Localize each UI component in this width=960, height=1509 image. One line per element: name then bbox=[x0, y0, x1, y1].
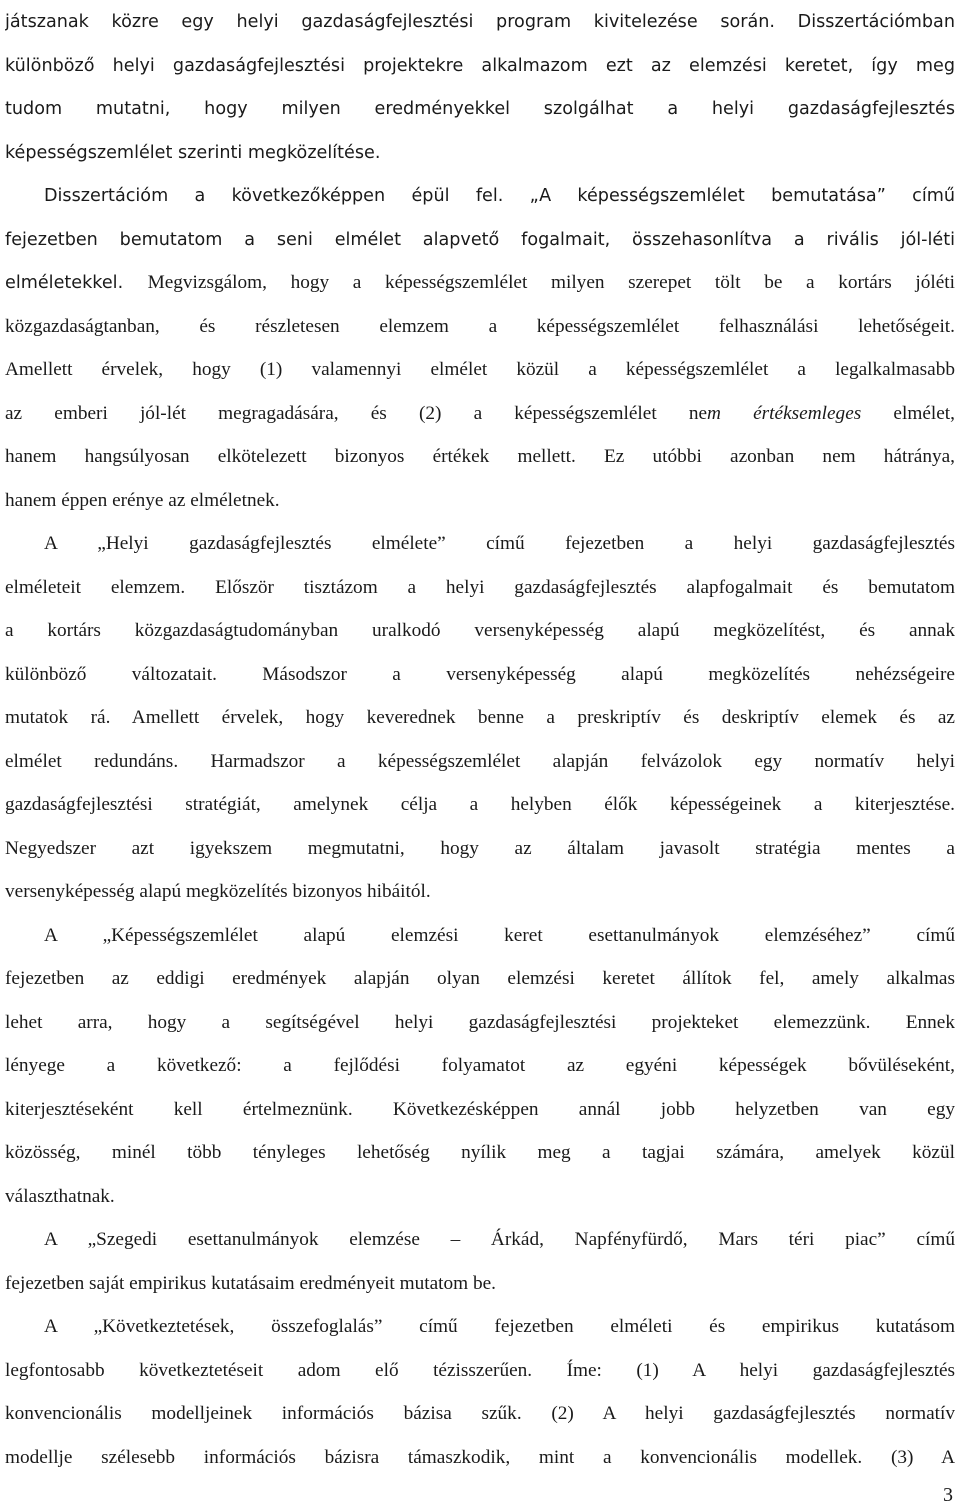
text-segment: közgazdaságtanban, és részletesen elemzem a képességszemlélet felhasználási lehetőségeit. bbox=[5, 315, 955, 337]
text-segment: gazdaságfejlesztési stratégiát, amelynek célja a helyben élők képességeinek a kiterjesztése. bbox=[5, 794, 955, 815]
text-line bbox=[5, 827, 955, 871]
text-segment: közösség, minél több tényleges lehetőség nyílik meg a tagjai számára, amelyek közül bbox=[5, 1142, 955, 1163]
text-line bbox=[5, 1349, 955, 1393]
text-line bbox=[5, 914, 955, 958]
text-segment: hanem éppen erénye az elméletnek. bbox=[5, 489, 280, 511]
text-line bbox=[5, 566, 955, 610]
text-segment: mutatok rá. Amellett érvelek, hogy keverednek benne a preskriptív és deskriptív elemek és az bbox=[5, 707, 955, 728]
text-line bbox=[5, 1262, 955, 1306]
text-line bbox=[5, 131, 955, 175]
text-line bbox=[5, 1001, 955, 1045]
text-line bbox=[5, 218, 955, 262]
text-segment: modellje szélesebb információs bázisra támaszkodik, mint a konvencionális modellek. (3) A bbox=[5, 1446, 955, 1468]
text-segment: A „Képességszemlélet alapú elemzési keret esettanulmányok elemzéséhez” című bbox=[44, 924, 955, 946]
text-line bbox=[5, 479, 955, 523]
text-line bbox=[5, 174, 955, 218]
document-page bbox=[5, 0, 955, 1479]
text-line bbox=[5, 870, 955, 914]
text-line bbox=[5, 609, 955, 653]
text-line bbox=[5, 44, 955, 88]
text-segment: m értéksemleges bbox=[707, 402, 862, 424]
text-line bbox=[5, 653, 955, 697]
text-line bbox=[5, 261, 955, 305]
text-segment: Disszertációm a következőképpen épül fel. „A képességszemlélet bemutatása” című bbox=[44, 186, 955, 206]
text-segment: lehet arra, hogy a segítségével helyi gazdaságfejlesztési projekteket elemezzünk. Ennek bbox=[5, 1011, 955, 1033]
text-line bbox=[5, 435, 955, 479]
text-segment: játszanak közre egy helyi gazdaságfejlesztési program kivitelezése során. Disszertációmban bbox=[5, 12, 955, 32]
text-segment: A „Szegedi esettanulmányok elemzése – Árkád, Napfényfürdő, Mars téri piac” című bbox=[44, 1229, 955, 1250]
text-segment: különböző helyi gazdaságfejlesztési projektekre alkalmazom ezt az elemzési keretet, így meg bbox=[5, 55, 955, 76]
text-segment: fejezetben az eddigi eredmények alapján olyan elemzési keretet állítok fel, amely alkalmas bbox=[5, 968, 955, 989]
text-segment: elmélet, bbox=[861, 402, 955, 424]
text-segment: kiterjesztéseként kell értelmeznünk. Következésképpen annál jobb helyzetben van egy bbox=[5, 1098, 955, 1120]
text-segment: Negyedszer azt igyekszem megmutatni, hogy az általam javasolt stratégia mentes a bbox=[5, 837, 955, 859]
text-segment: a kortárs közgazdaságtudományban uralkodó versenyképesség alapú megközelítést, és annak bbox=[5, 620, 955, 641]
text-line bbox=[5, 1044, 955, 1088]
text-line bbox=[5, 783, 955, 827]
text-segment: képességszemlélet szerinti megközelítése. bbox=[5, 142, 381, 163]
text-segment: elmélet redundáns. Harmadszor a képességszemlélet alapján felvázolok egy normatív helyi bbox=[5, 750, 955, 772]
text-line bbox=[5, 522, 955, 566]
text-line bbox=[5, 0, 955, 44]
text-segment: hanem hangsúlyosan elkötelezett bizonyos értékek mellett. Ez utóbbi azonban nem hátránya, bbox=[5, 446, 955, 467]
text-segment: fejezetben saját empirikus kutatásaim eredményeit mutatom be. bbox=[5, 1272, 496, 1294]
text-line bbox=[5, 87, 955, 131]
text-segment: elméleteit elemzem. Először tisztázom a helyi gazdaságfejlesztés alapfogalmait és bemutatom bbox=[5, 576, 955, 598]
text-segment: A „Helyi gazdaságfejlesztés elmélete” című fejezetben a helyi gazdaságfejlesztés bbox=[44, 533, 955, 554]
text-segment: legfontosabb következtetéseit adom elő tézisszerűen. Íme: (1) A helyi gazdaságfejlesztés bbox=[5, 1359, 955, 1381]
text-segment: választhatnak. bbox=[5, 1185, 115, 1207]
text-segment: Megvizsgálom, hogy a képességszemlélet milyen szerepet tölt be a kortárs jóléti bbox=[147, 272, 955, 293]
text-segment: tudom mutatni, hogy milyen eredményekkel szolgálhat a helyi gazdaságfejlesztés bbox=[5, 99, 955, 119]
text-segment: elméletekkel. bbox=[5, 273, 148, 293]
text-line bbox=[5, 740, 955, 784]
text-line bbox=[5, 348, 955, 392]
text-line bbox=[5, 1305, 955, 1349]
text-line bbox=[5, 957, 955, 1001]
text-line bbox=[5, 392, 955, 436]
text-segment: az emberi jól-lét megragadására, és (2) a képességszemlélet ne bbox=[5, 402, 708, 424]
text-line bbox=[5, 305, 955, 349]
text-line bbox=[5, 1218, 955, 1262]
text-segment: konvencionális modelljeinek információs bázisa szűk. (2) A helyi gazdaságfejlesztés normatív bbox=[5, 1403, 955, 1424]
text-segment: fejezetben bemutatom a seni elmélet alapvető fogalmait, összehasonlítva a rivális jól-léti bbox=[5, 229, 955, 250]
text-segment: különböző változatait. Másodszor a versenyképesség alapú megközelítés nehézségeire bbox=[5, 663, 955, 685]
text-segment: A „Következtetések, összefoglalás” című fejezetben elméleti és empirikus kutatásom bbox=[44, 1316, 955, 1337]
text-segment: versenyképesség alapú megközelítés bizonyos hibáitól. bbox=[5, 881, 431, 902]
text-line bbox=[5, 1131, 955, 1175]
text-segment: Amellett érvelek, hogy (1) valamennyi elmélet közül a képességszemlélet a legalkalmasabb bbox=[5, 359, 955, 380]
text-line bbox=[5, 1392, 955, 1436]
text-line bbox=[5, 1175, 955, 1219]
page-number: 3 bbox=[943, 1484, 953, 1506]
text-line bbox=[5, 1436, 955, 1480]
text-line bbox=[5, 1088, 955, 1132]
text-segment: lényege a következő: a fejlődési folyamatot az egyéni képességek bővüléseként, bbox=[5, 1055, 955, 1076]
text-line bbox=[5, 696, 955, 740]
